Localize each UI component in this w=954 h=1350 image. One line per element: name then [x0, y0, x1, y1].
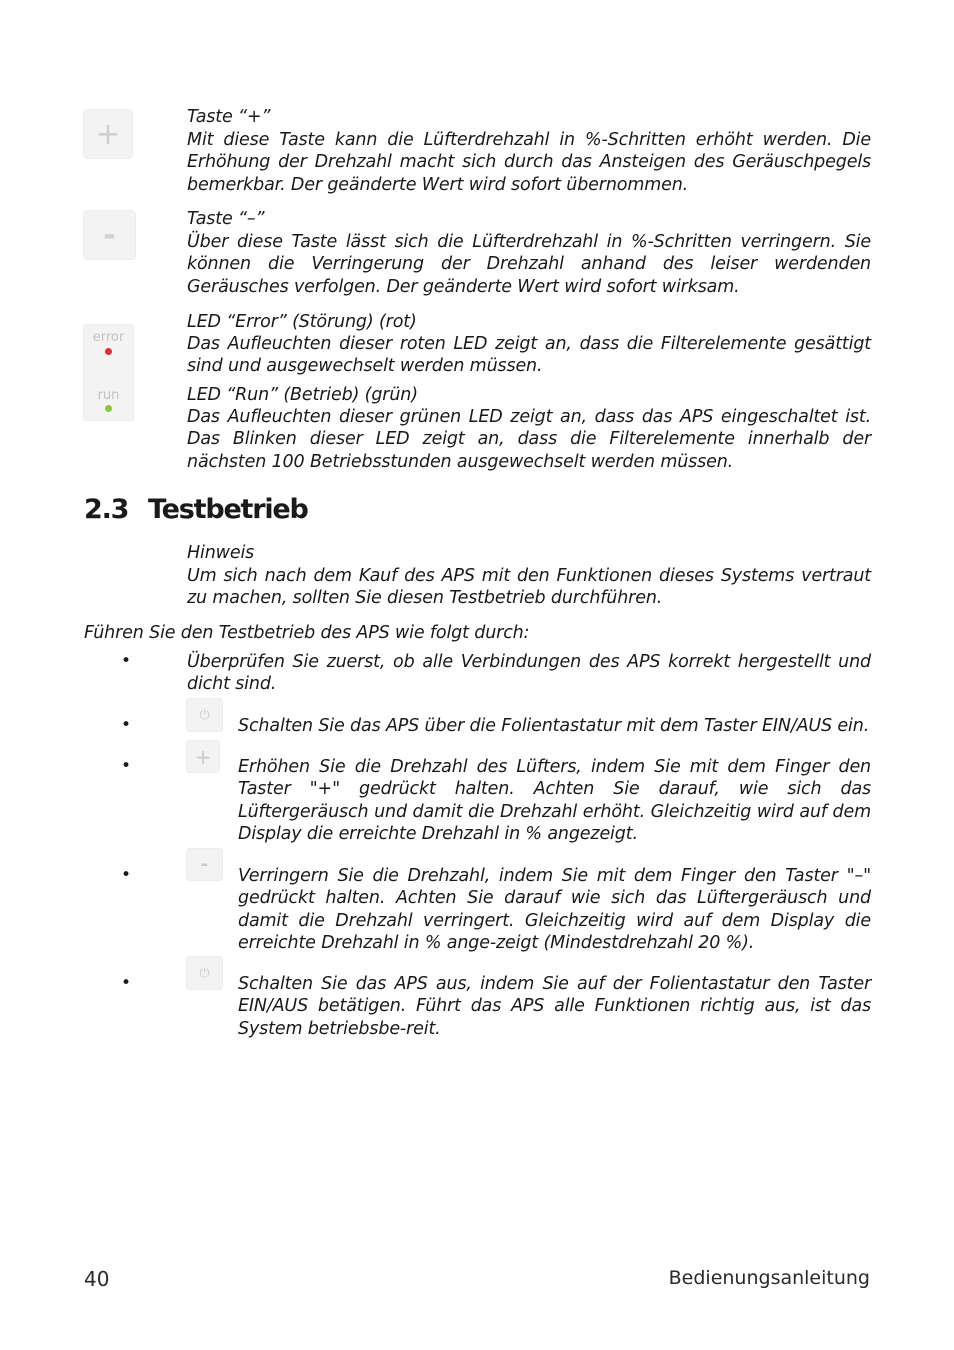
plus-key-image	[83, 109, 133, 159]
led-panel-image	[83, 324, 134, 421]
power-icon: ⏻	[199, 707, 210, 723]
item-run-text: Das Aufleuchten dieser grünen LED zeigt an, dass das APS eingeschaltet ist. Das Blinken dieser LED zeigt an, dass die Filterelemente innerhalb der nächsten 100 Betriebsstunden ausgewechselt werden müssen.	[187, 407, 871, 472]
plus-key-small-image	[186, 740, 220, 773]
item-error-title: LED “Error” (Störung) (rot)	[187, 312, 417, 332]
intro-text: Führen Sie den Testbetrieb des APS wie folgt durch:	[84, 623, 530, 643]
section-number: 2.3	[84, 494, 129, 525]
item-run-title: LED “Run” (Betrieb) (grün)	[187, 385, 418, 405]
note-title: Hinweis	[187, 543, 255, 563]
note-text: Um sich nach dem Kauf des APS mit den Funktionen dieses Systems vertraut zu machen, sollten Sie diesen Testbetrieb durchführen.	[187, 566, 871, 609]
bullet-4: •	[121, 865, 132, 885]
bullet-5: •	[121, 973, 132, 993]
run-led-icon	[105, 405, 112, 412]
section-heading	[84, 494, 308, 525]
error-led-label: error	[92, 330, 125, 345]
bullet-2: •	[121, 715, 132, 735]
power-icon: ⏻	[199, 965, 210, 981]
power-key-image	[186, 956, 223, 990]
footer-label: Bedienungsanleitung	[668, 1267, 870, 1289]
section-title: Testbetrieb	[148, 494, 308, 525]
step-3-text: Erhöhen Sie die Drehzahl des Lüfters, indem Sie mit dem Finger den Taster "+" gedrückt halten. Achten Sie darauf, wie sich das Lüftergeräusch und damit die Drehzahl erhöht. Gleichzeitig wird auf dem Display die erreichte Drehzahl in % angezeigt.	[238, 757, 871, 845]
minus-key-small-image	[186, 848, 223, 881]
step-2-text: Schalten Sie das APS über die Folientastatur mit dem Taster EIN/AUS ein.	[238, 716, 870, 736]
item-plus-text: Mit diese Taste kann die Lüfterdrehzahl in %-Schritten erhöht werden. Die Erhöhung der Drehzahl macht sich durch das Ansteigen des Geräuschpegels bemerkbar. Der geänderte Wert wird sofort übernommen.	[187, 130, 871, 195]
power-key-image	[186, 698, 223, 732]
item-minus-title: Taste “–”	[187, 209, 265, 229]
plus-icon: +	[194, 744, 212, 769]
step-1-text: Überprüfen Sie zuerst, ob alle Verbindungen des APS korrekt hergestellt und dicht sind.	[187, 652, 871, 695]
bullet-1: •	[121, 651, 132, 671]
bullet-3: •	[121, 756, 132, 776]
item-error-text: Das Aufleuchten dieser roten LED zeigt an, dass die Filterelemente gesättigt sind und ausgewechselt werden müssen.	[187, 334, 871, 377]
plus-icon: +	[95, 116, 121, 152]
error-led-icon	[105, 348, 112, 355]
item-minus-text: Über diese Taste lässt sich die Lüfterdrehzahl in %-Schritten verringern. Sie können die Verringerung der Drehzahl anhand des leiser werdenden Geräusches verfolgen. Der geänderte Wert wird sofort wirksam.	[187, 232, 871, 297]
run-led-label: run	[97, 388, 120, 403]
minus-icon: -	[103, 217, 116, 253]
page-number: 40	[84, 1267, 110, 1291]
step-4-text: Verringern Sie die Drehzahl, indem Sie mit dem Finger den Taster "–" gedrückt halten. Achten Sie darauf wie sich das Lüftergeräusch und damit die Drehzahl verringert. Gleichzeitig wird auf dem Display die erreichte Drehzahl in % ange-zeigt (Mindestdrehzahl 20 %).	[238, 866, 871, 954]
step-5-text: Schalten Sie das APS aus, indem Sie auf der Folientastatur den Taster EIN/AUS betätigen. Führt das APS alle Funktionen richtig aus, ist das System betriebsbe-reit.	[238, 974, 871, 1039]
minus-key-image	[83, 210, 136, 260]
minus-icon: -	[200, 854, 209, 875]
item-plus-title: Taste “+”	[187, 107, 271, 127]
